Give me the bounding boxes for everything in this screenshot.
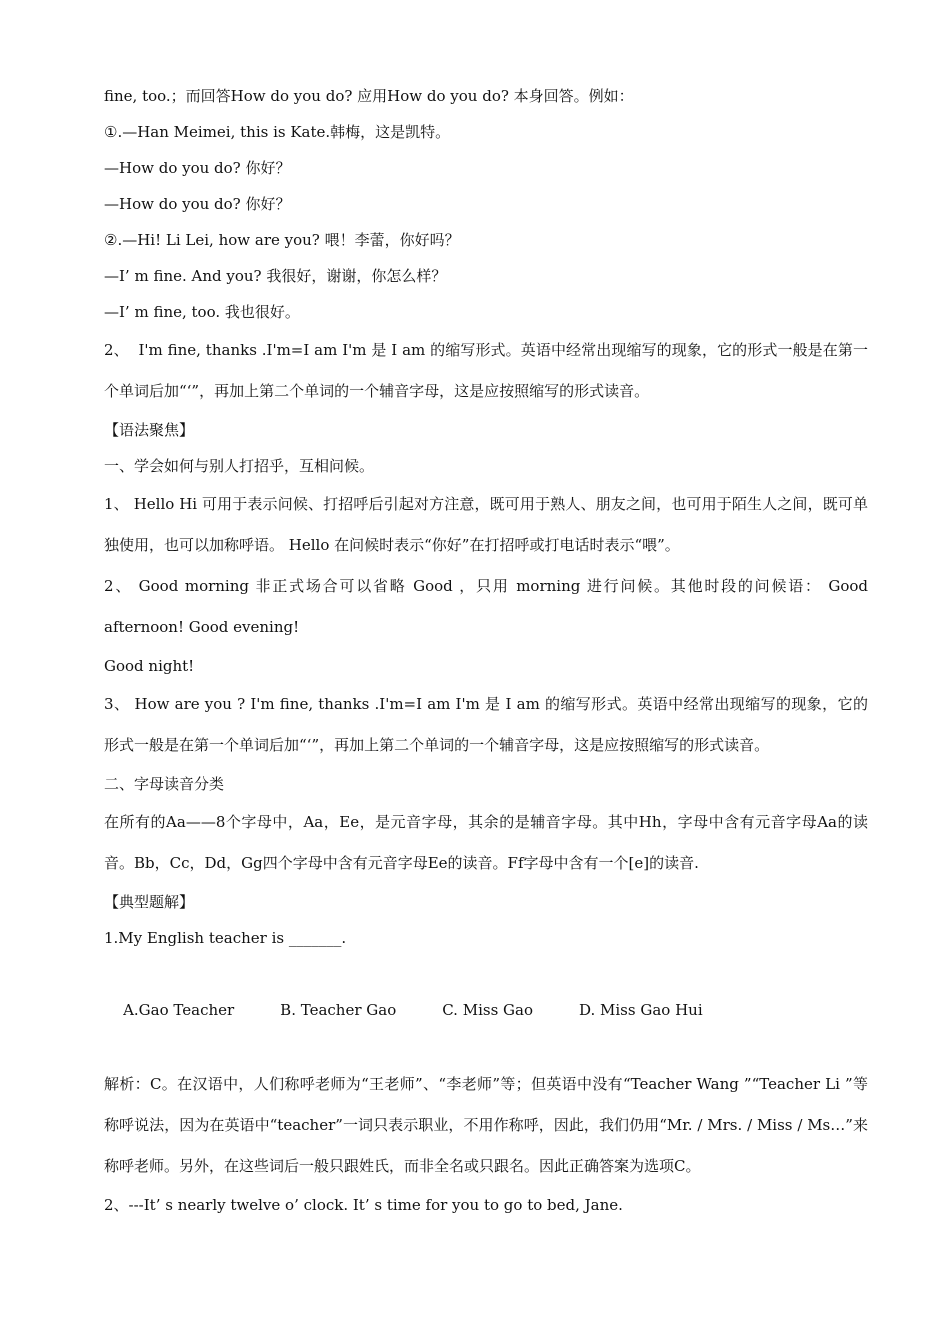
- grammar-point-2b: Good night!: [104, 657, 195, 675]
- question-1-answer: 解析：C。在汉语中，人们称呼老师为“王老师”、“李老师”等；但英语中没有“Teacher Wang ”“Teacher Li ”等称呼说法，因为在英语中“teacher”一词只表示职业，不用作称呼，因此，我们仍用“Mr. / Mrs. / Miss / Ms…”来称呼老师。另外，在这些词后一般只跟姓氏，而非全名或只跟名。因此正确答案为选项C。: [104, 1075, 868, 1175]
- document-page: [104, 78, 873, 1223]
- question-2: 2、---It’ s nearly twelve o’ clock. It’ s time for you to go to bed, Jane.: [104, 1196, 623, 1214]
- paragraph-contraction: 2、 I'm fine, thanks .I'm=I am I'm 是 I am 的缩写形式。英语中经常出现缩写的现象，它的形式一般是在第一个单词后加“‘”，再加上第二个单词的一个辅音字母，这是应按照缩写的形式读音。: [104, 341, 868, 400]
- text-line: —I’ m fine, too. 我也很好。: [104, 303, 300, 321]
- typical-heading: 【典型题解】: [104, 893, 195, 911]
- text-line: ②.—Hi! Li Lei, how are you? 喂！李蕾，你好吗？: [104, 231, 460, 249]
- grammar-heading: 【语法聚焦】: [104, 421, 195, 439]
- option-c: C. Miss Gao: [442, 1001, 533, 1019]
- text-line: ①.—Han Meimei, this is Kate.韩梅，这是凯特。: [104, 123, 451, 141]
- section1-title: 一、学会如何与别人打招乎，互相问候。: [104, 457, 375, 475]
- grammar-point-1: 1、 Hello Hi 可用于表示问候、打招呼后引起对方注意，既可用于熟人、朋友之间，也可用于陌生人之间，既可单独使用，也可以加称呼语。 Hello 在问候时表示“你好”在打招呼或打电话时表示“喂”。: [104, 495, 868, 554]
- text-line: —How do you do? 你好？: [104, 195, 291, 213]
- grammar-point-2: 2、 Good morning 非正式场合可以省略 Good ，只用 morning 进行问候。其他时段的问候语： Good afternoon! Good evening!: [104, 577, 873, 636]
- grammar-point-3: 3、 How are you ? I'm fine, thanks .I'm=I am I'm 是 I am 的缩写形式。英语中经常出现缩写的现象，它的形式一般是在第一个单词后加“‘”，再加上第二个单词的一个辅音字母，这是应按照缩写的形式读音。: [104, 695, 868, 754]
- section2-title: 二、字母读音分类: [104, 775, 225, 793]
- text-line: —I’ m fine. And you? 我很好，谢谢，你怎么样？: [104, 267, 447, 285]
- option-d: D. Miss Gao Hui: [579, 1001, 703, 1019]
- text-line: —How do you do? 你好？: [104, 159, 291, 177]
- question-1: 1.My English teacher is _______.: [104, 929, 347, 947]
- text-line: fine, too.；而回答How do you do? 应用How do you do? 本身回答。例如：: [104, 87, 634, 105]
- letter-sounds-paragraph: 在所有的Aa——8个字母中，Aa，Ee，是元音字母，其余的是辅音字母。其中Hh，字母中含有元音字母Aa的读音。Bb，Cc，Dd，Gg四个字母中含有元音字母Ee的读音。Ff字母中含有一个[e]的读音.: [104, 813, 868, 872]
- question-1-options: [104, 956, 868, 1064]
- option-b: B. Teacher Gao: [280, 1001, 397, 1019]
- option-a: A.Gao Teacher: [123, 1001, 235, 1019]
